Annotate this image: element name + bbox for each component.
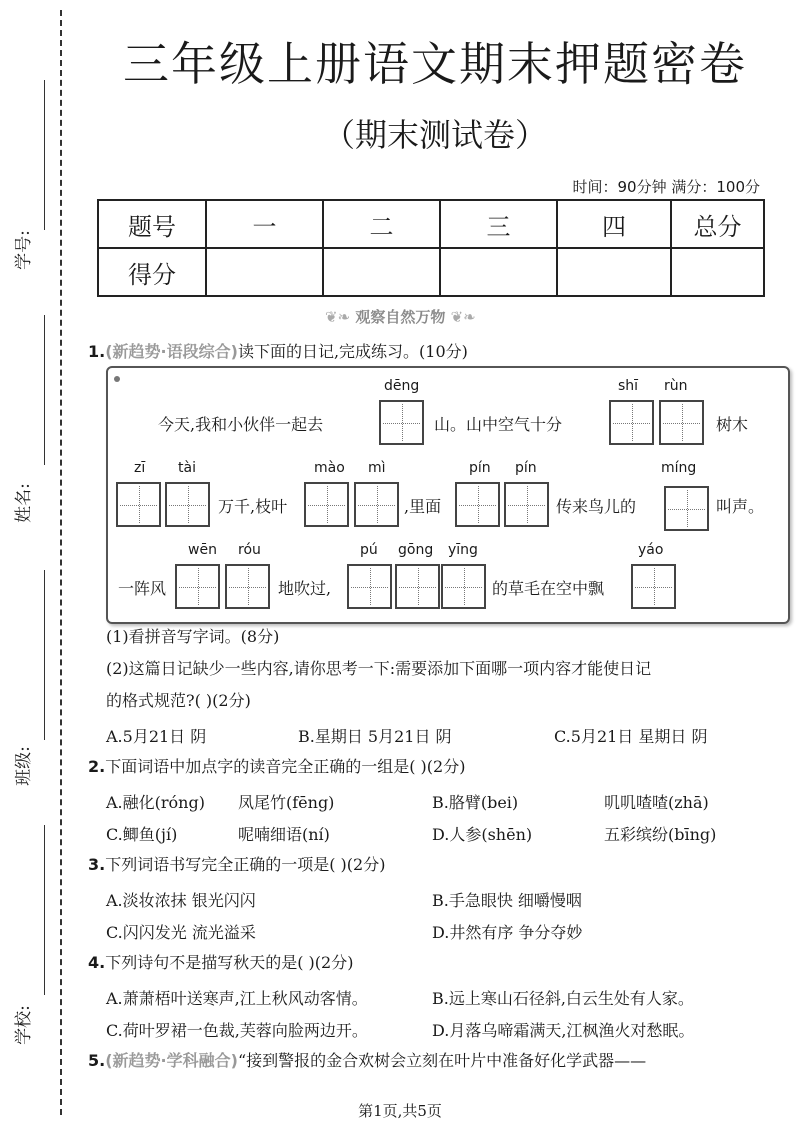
school-label: 学校: xyxy=(14,1005,34,1045)
score-cell[interactable] xyxy=(206,248,323,296)
q2-option-d2: 五彩缤纷(bīng) xyxy=(604,825,717,844)
question-3 xyxy=(88,854,385,876)
q2-option-c1[interactable]: C.鲫鱼(jí) xyxy=(106,825,178,844)
section-banner xyxy=(325,306,476,327)
leaf-icon: ❦❧ xyxy=(325,308,356,326)
q4-option-b[interactable]: B.远上寒山石径斜,白云生处有人家。 xyxy=(432,989,694,1008)
score-row-label: 得分 xyxy=(98,248,206,296)
answer-box[interactable] xyxy=(441,564,486,609)
name-label: 姓名: xyxy=(14,483,34,523)
score-table-score-row xyxy=(98,248,764,296)
student-id-line xyxy=(44,80,45,230)
section-title: 观察自然万物 xyxy=(355,308,446,326)
answer-box[interactable] xyxy=(395,564,440,609)
score-header-cell: 一 xyxy=(206,200,323,248)
score-table-header-row xyxy=(98,200,764,248)
question-1 xyxy=(88,341,468,363)
diary-text: 的草毛在空中飘 xyxy=(492,579,605,598)
school-field[interactable] xyxy=(6,825,54,1055)
answer-box[interactable] xyxy=(455,482,500,527)
question-4 xyxy=(88,952,353,974)
diary-text: 今天,我和小伙伴一起去 xyxy=(158,415,324,434)
q4-option-c[interactable]: C.荷叶罗裙一色裁,芙蓉向脸两边开。 xyxy=(106,1021,368,1040)
q2-option-a2: 凤尾竹(fēng) xyxy=(238,793,335,812)
q1-sub1: (1)看拼音写字词。(8分) xyxy=(106,627,280,646)
question-number: 1. xyxy=(88,342,106,361)
q3-option-a[interactable]: A.淡妆浓抹 银光闪闪 xyxy=(106,891,256,910)
q3-option-c[interactable]: C.闪闪发光 流光溢采 xyxy=(106,923,256,942)
class-field[interactable] xyxy=(6,570,54,790)
score-cell[interactable] xyxy=(557,248,671,296)
question-number: 4. xyxy=(88,953,106,972)
pinyin: tài xyxy=(178,460,196,476)
q1-sub2-line1: (2)这篇日记缺少一些内容,请你思考一下:需要添加下面哪一项内容才能使日记 xyxy=(106,659,652,678)
diary-text: 树木 xyxy=(716,415,749,434)
question-2 xyxy=(88,756,465,778)
binding-dashed-line xyxy=(60,10,62,1115)
q2-option-b2: 叽叽喳喳(zhā) xyxy=(604,793,709,812)
pinyin: míng xyxy=(661,460,697,476)
q1-option-b[interactable]: B.星期日 5月21日 阴 xyxy=(298,727,452,746)
q1-option-a[interactable]: A.5月21日 阴 xyxy=(106,727,207,746)
q3-option-d[interactable]: D.井然有序 争分夺妙 xyxy=(432,923,583,942)
answer-box[interactable] xyxy=(664,486,709,531)
q2-option-b1[interactable]: B.胳臂(bei) xyxy=(432,793,519,812)
exam-subtitle: （期末测试卷） xyxy=(322,116,547,154)
class-line xyxy=(44,570,45,740)
answer-box[interactable] xyxy=(347,564,392,609)
score-header-cell: 三 xyxy=(440,200,557,248)
question-number: 2. xyxy=(88,757,106,776)
question-number: 3. xyxy=(88,855,106,874)
q1-option-c[interactable]: C.5月21日 星期日 阴 xyxy=(554,727,708,746)
diary-text: 万千,枝叶 xyxy=(218,497,288,516)
answer-box[interactable] xyxy=(116,482,161,527)
pinyin: wēn xyxy=(188,542,217,558)
answer-box[interactable] xyxy=(379,400,424,445)
q2-option-c2: 呢喃细语(ní) xyxy=(238,825,330,844)
score-table xyxy=(97,199,765,297)
leaf-icon: ❦❧ xyxy=(445,308,476,326)
pinyin: gōng xyxy=(398,542,434,558)
answer-box[interactable] xyxy=(609,400,654,445)
question-text: “接到警报的金合欢树会立刻在叶片中准备好化学武器—— xyxy=(237,1051,647,1070)
name-field[interactable] xyxy=(6,315,54,535)
diary-text: 地吹过, xyxy=(278,579,332,598)
class-label: 班级: xyxy=(14,746,34,786)
question-text: 下面词语中加点字的读音完全正确的一组是( )(2分) xyxy=(105,757,466,776)
q2-option-a1[interactable]: A.融化(róng) xyxy=(106,793,205,812)
answer-box[interactable] xyxy=(225,564,270,609)
exam-meta: 时间：90分钟 满分：100分 xyxy=(572,178,760,196)
diary-text: 山。山中空气十分 xyxy=(434,415,563,434)
score-header-cell: 总分 xyxy=(671,200,764,248)
pinyin: yīng xyxy=(448,542,478,558)
question-tag: (新趋势·学科融合) xyxy=(105,1051,238,1070)
pinyin: shī xyxy=(618,378,639,394)
question-5 xyxy=(88,1050,646,1072)
exam-title: 三年级上册语文期末押题密卷 xyxy=(123,37,747,91)
school-line xyxy=(44,825,45,995)
pinyin: pín xyxy=(469,460,491,476)
answer-box[interactable] xyxy=(504,482,549,527)
diary-text: 传来鸟儿的 xyxy=(556,497,637,516)
score-cell[interactable] xyxy=(323,248,440,296)
question-text: 下列词语书写完全正确的一项是( )(2分) xyxy=(105,855,386,874)
score-cell[interactable] xyxy=(671,248,764,296)
pinyin: dēng xyxy=(384,378,420,394)
pinyin: yáo xyxy=(638,542,664,558)
diary-text: 叫声。 xyxy=(716,497,765,516)
pinyin: róu xyxy=(238,542,261,558)
pinyin: rùn xyxy=(664,378,688,394)
score-header-cell: 二 xyxy=(323,200,440,248)
pinyin: zī xyxy=(134,460,146,476)
q3-option-b[interactable]: B.手急眼快 细嚼慢咽 xyxy=(432,891,582,910)
diary-box xyxy=(106,366,790,624)
pinyin: pín xyxy=(515,460,537,476)
student-id-label: 学号: xyxy=(14,230,34,270)
q4-option-a[interactable]: A.萧萧梧叶送寒声,江上秋风动客情。 xyxy=(106,989,368,1008)
bullet-dot xyxy=(114,376,120,382)
q1-sub2-line2: 的格式规范?( )(2分) xyxy=(106,691,251,710)
score-header-cell: 题号 xyxy=(98,200,206,248)
score-header-cell: 四 xyxy=(557,200,671,248)
answer-box[interactable] xyxy=(175,564,220,609)
answer-box[interactable] xyxy=(631,564,676,609)
question-number: 5. xyxy=(88,1051,106,1070)
answer-box[interactable] xyxy=(354,482,399,527)
page-footer: 第1页,共5页 xyxy=(358,1102,442,1120)
pinyin: pú xyxy=(360,542,378,558)
diary-text: 一阵风 xyxy=(118,579,167,598)
score-cell[interactable] xyxy=(440,248,557,296)
q4-option-d[interactable]: D.月落乌啼霜满天,江枫渔火对愁眠。 xyxy=(432,1021,695,1040)
question-text: 读下面的日记,完成练习。(10分) xyxy=(237,342,468,361)
pinyin: mào xyxy=(314,460,345,476)
answer-box[interactable] xyxy=(659,400,704,445)
pinyin: mì xyxy=(368,460,386,476)
answer-box[interactable] xyxy=(304,482,349,527)
q2-option-d1[interactable]: D.人参(shēn) xyxy=(432,825,533,844)
name-line xyxy=(44,315,45,465)
student-id-field[interactable] xyxy=(6,80,54,280)
diary-text: ,里面 xyxy=(404,497,442,516)
question-text: 下列诗句不是描写秋天的是( )(2分) xyxy=(105,953,354,972)
question-tag: (新趋势·语段综合) xyxy=(105,342,238,361)
answer-box[interactable] xyxy=(165,482,210,527)
